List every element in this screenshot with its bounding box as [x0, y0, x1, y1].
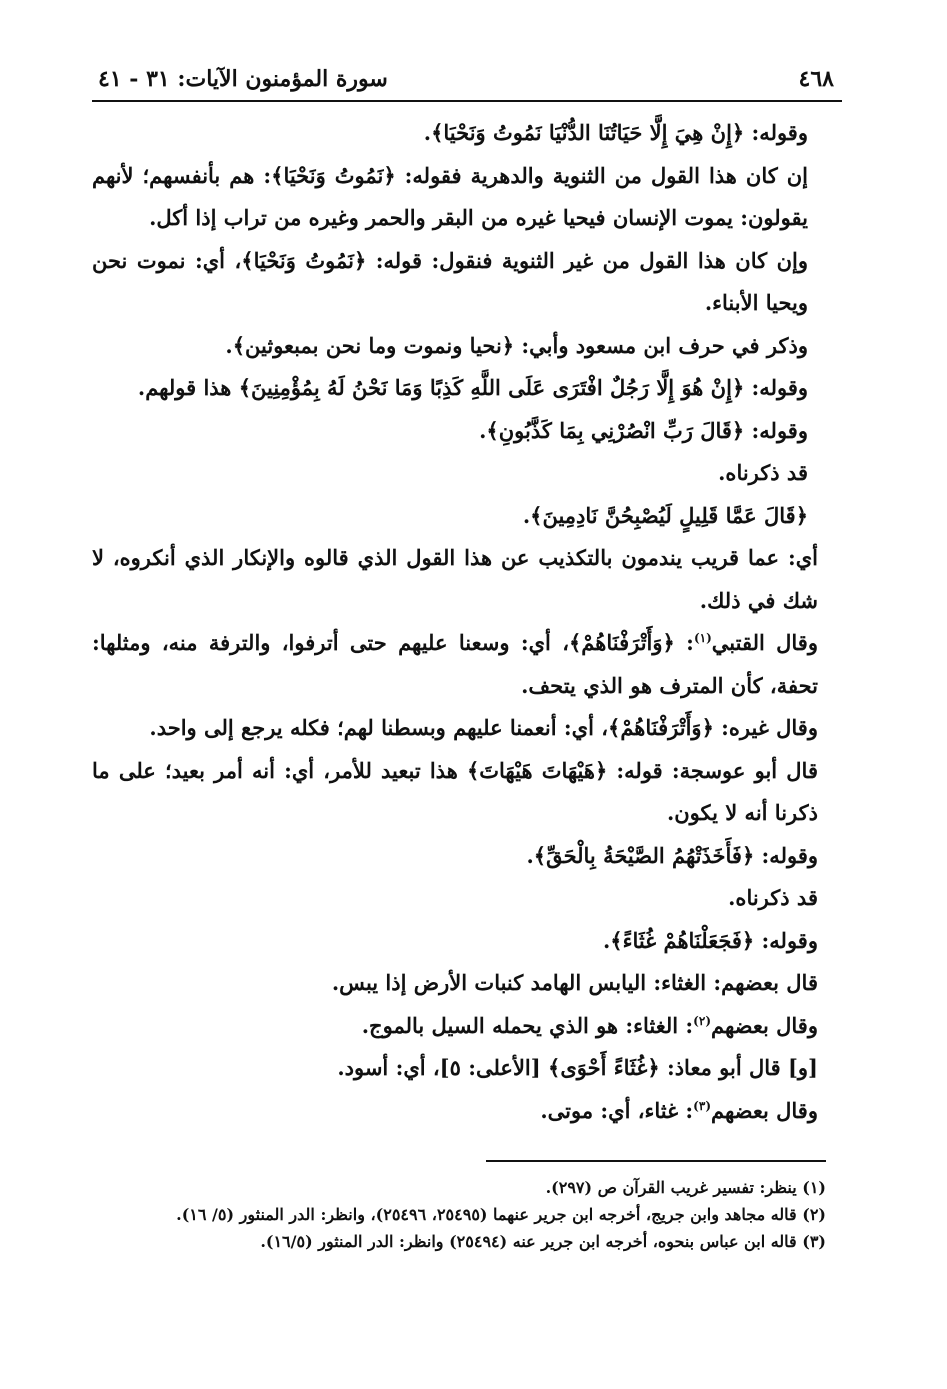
footnote: (١) ينظر: تفسير غريب القرآن ص (٢٩٧).	[545, 1178, 826, 1197]
footnote-separator	[486, 1160, 826, 1162]
paragraph-text: وقال بعضهم	[711, 1012, 818, 1038]
paragraph-text: : غثاء، أي: موتى.	[540, 1097, 694, 1123]
paragraph: أي: عما قريب يندمون بالتكذيب عن هذا القول الذي قالوه والإنكار الذي أنكروه، لا شك في ذلك.	[92, 545, 818, 613]
paragraph-text: : الغثاء: هو الذي يحمله السيل بالموج.	[361, 1012, 694, 1038]
paragraph	[92, 622, 842, 707]
document-page	[92, 60, 842, 1350]
paragraph: وإن كان هذا القول من غير الثنوية فنقول: قوله: ﴿نَمُوتُ وَنَحْيَا﴾، أي: نموت نحن ويحيا الأبناء.	[92, 247, 808, 315]
quran-verse: ﴿قَالَ عَمَّا قَلِيلٍ لَيُصْبِحُنَّ نَادِمِينَ﴾.	[522, 502, 808, 528]
paragraph: وقوله: ﴿إِنْ هُوَ إِلَّا رَجُلٌ افْتَرَى عَلَى اللَّهِ كَذِبًا وَمَا نَحْنُ لَهُ بِمُؤْمِنِينَ﴾ هذا قولهم.	[137, 375, 808, 400]
footnote-ref: (٢)	[693, 1013, 711, 1028]
paragraph-text: وقال بعضهم	[711, 1097, 818, 1123]
paragraph-text: وقال القتبي	[711, 630, 818, 655]
paragraph: وقوله: ﴿فَجَعَلْنَاهُمْ غُثَاءً﴾.	[602, 927, 818, 953]
main-text	[92, 112, 842, 1132]
footnote-ref: (٣)	[693, 1098, 711, 1113]
paragraph: إن كان هذا القول من الثنوية والدهرية فقوله: ﴿نَمُوتُ وَنَحْيَا﴾: هم بأنفسهم؛ لأنهم يقولون: يموت الإنسان فيحيا غيره من البقر والحمر وغيره من تراب إذا أكل.	[92, 162, 808, 230]
paragraph: قد ذكرناه.	[728, 885, 818, 910]
footnotes	[92, 1174, 826, 1255]
paragraph: وقال غيره: ﴿وَأَتْرَفْنَاهُمْ﴾، أي: أنعمنا عليهم وبسطنا لهم؛ فكله يرجع إلى واحد.	[149, 715, 818, 740]
footnote: (٣) قاله ابن عباس بنحوه، أخرجه ابن جرير عنه (٢٥٤٩٤) وانظر: الدر المنثور (١٦/٥).	[260, 1232, 826, 1251]
paragraph: وذكر في حرف ابن مسعود وأبي: ﴿نحيا ونموت وما نحن بمبعوثين﴾.	[225, 332, 808, 358]
paragraph: قال بعضهم: الغثاء: اليابس الهامد كنبات الأرض إذا يبس.	[331, 970, 818, 995]
paragraph-text: : ﴿وَأَتْرَفْنَاهُمْ﴾، أي: وسعنا عليهم حتى أترفوا، والترفة منه، ومثلها: تحفة، كأن المترف هو الذي يتحف.	[92, 630, 818, 698]
paragraph: وقوله: ﴿فَأَخَذَتْهُمُ الصَّيْحَةُ بِالْحَقِّ﴾.	[526, 842, 818, 868]
paragraph: وقوله: ﴿قَالَ رَبِّ انْصُرْنِي بِمَا كَذَّبُونِ﴾.	[479, 417, 808, 443]
footnote-ref: (١)	[693, 631, 712, 645]
footnote: (٢) قاله مجاهد وابن جريج، أخرجه ابن جرير عنهما (٢٥٤٩٥، ٢٥٤٩٦)، وانظر: الدر المنثور (٥/ ١٦).	[176, 1205, 826, 1224]
paragraph: وقوله: ﴿إِنْ هِيَ إِلَّا حَيَاتُنَا الدُّنْيَا نَمُوتُ وَنَحْيَا﴾.	[423, 120, 808, 145]
paragraph: [و] قال أبو معاذ: ﴿غُثَاءً أَحْوَى﴾ [الأعلى: ٥]، أي: أسود.	[337, 1055, 818, 1080]
page-number: ٤٦٨	[798, 66, 834, 92]
paragraph: قد ذكرناه.	[718, 460, 808, 485]
paragraph: قال أبو عوسجة: قوله: ﴿هَيْهَاتَ هَيْهَاتَ﴾ هذا تبعيد للأمر، أي: أنه أمر بعيد؛ على ما ذكرنا أنه لا يكون.	[92, 757, 818, 825]
paragraph	[92, 1005, 842, 1048]
page-header	[92, 60, 842, 102]
paragraph	[92, 1090, 842, 1133]
running-title: سورة المؤمنون الآيات: ٣١ - ٤١	[98, 66, 388, 92]
